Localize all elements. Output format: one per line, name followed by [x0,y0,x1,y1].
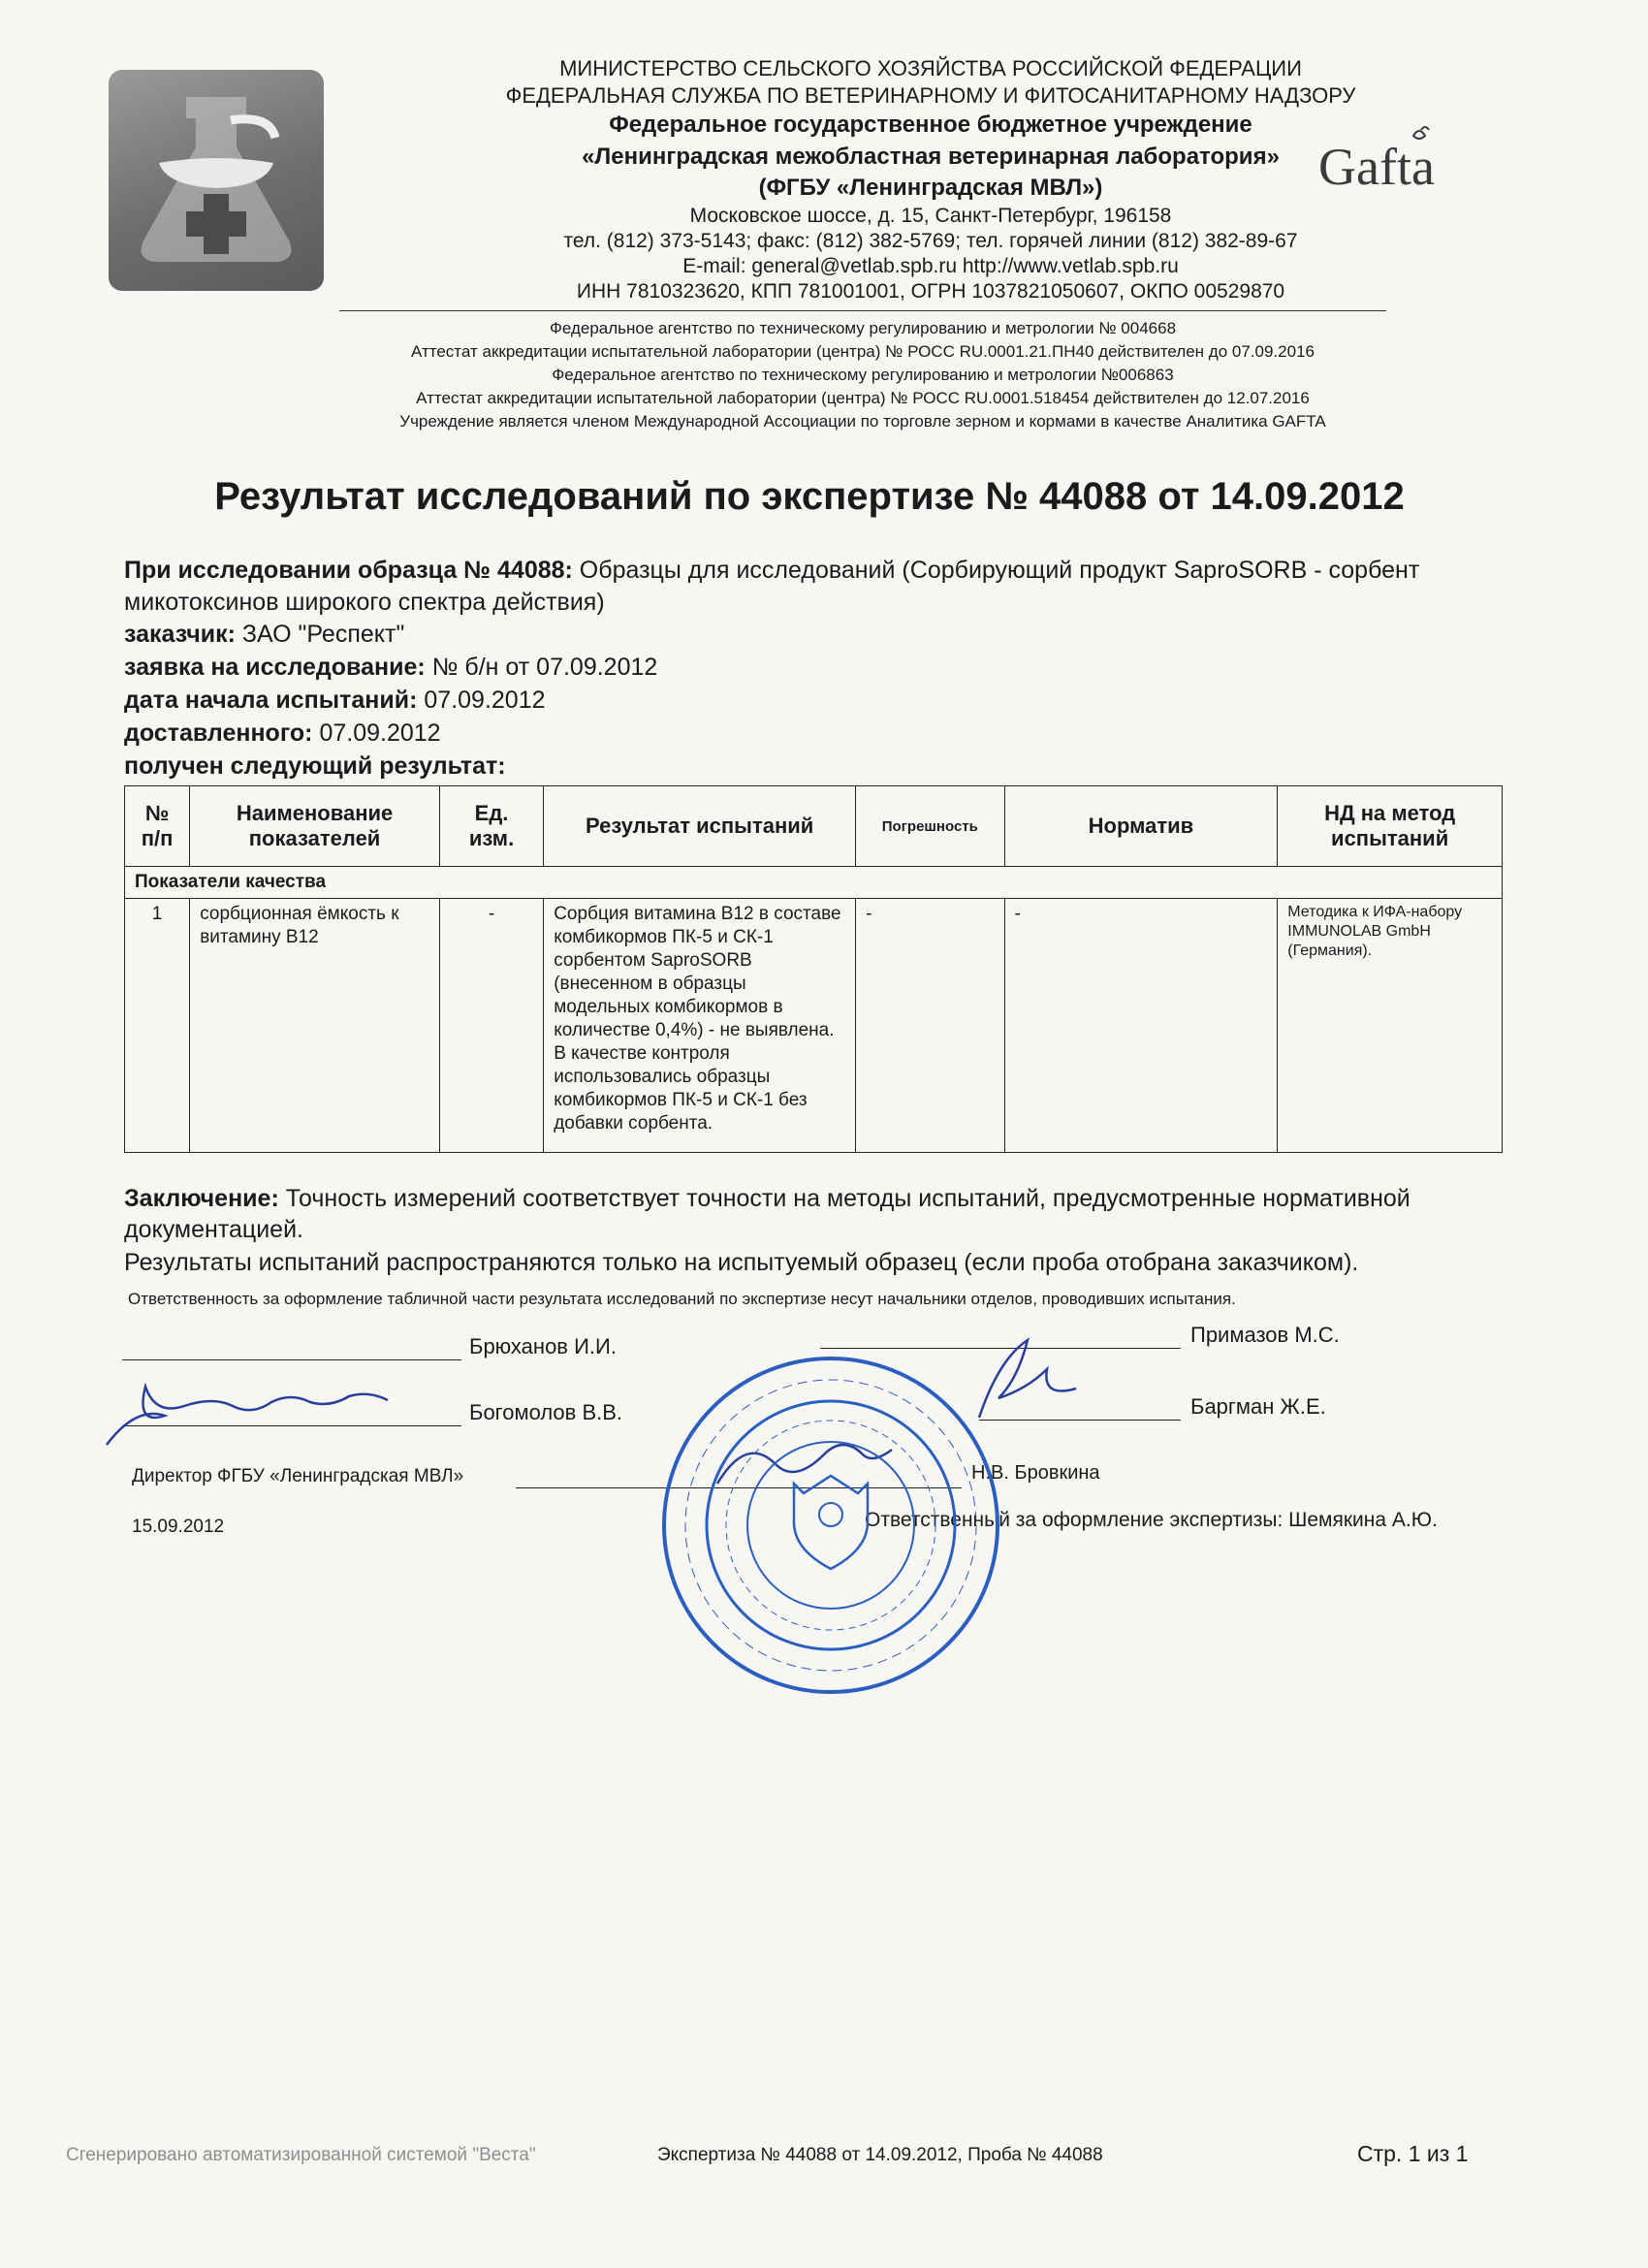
row-error: - [856,899,1004,1153]
institution-logo [109,70,324,291]
conclusion-scope: Результаты испытаний распространяются только на испытуемый образец (если проба отобрана заказчиком). [124,1249,1359,1276]
row-method: Методика к ИФА-набору IMMUNOLAB GmbH (Германия). [1278,899,1503,1153]
director-label: Директор ФГБУ «Ленинградская МВЛ» [132,1466,464,1486]
table-row [125,899,1503,1153]
result-intro [124,751,1520,783]
results-table [124,785,1503,1153]
registration-codes: ИНН 7810323620, КПП 781001001, ОГРН 1037821050607, ОКПО 00529870 [576,280,1285,303]
sample-info [124,555,1520,619]
customer-value: ЗАО "Респект" [235,621,405,648]
institution-name: «Ленинградская межобластная ветеринарная лаборатория» [582,144,1280,170]
director-name: Н.В. Бровкина [971,1462,1100,1484]
footer-generated: Сгенерировано автоматизированной системой "Веста" [66,2145,536,2165]
accreditation-line-2: Аттестат аккредитации испытательной лаборатории (центра) № РОСС RU.0001.21.ПН40 действителен до 07.09.2016 [411,342,1315,361]
header-num: № п/п [125,786,190,867]
phones: тел. (812) 373-5143; факс: (812) 382-5769; тел. горячей линии (812) 382-89-67 [563,230,1298,252]
section-row [125,867,1503,899]
row-norm: - [1004,899,1278,1153]
accreditation-line-4: Аттестат аккредитации испытательной лаборатории (центра) № РОСС RU.0001.518454 действителен до 12.07.2016 [416,389,1310,407]
row-name: сорбционная ёмкость к витамину В12 [190,899,440,1153]
result-intro-label: получен следующий результат: [124,752,506,780]
gafta-logo-text: Gafta [1318,138,1435,196]
conclusion-text: Точность измерений соответствует точности на методы испытаний, предусмотренные нормативной документацией. [124,1185,1410,1243]
row-num: 1 [125,899,190,1153]
signatory-1: Брюханов И.И. [469,1334,617,1358]
handwritten-signature-1 [97,1377,475,1454]
responsible-person: Ответственный за оформление экспертизы: Шемякина А.Ю. [865,1509,1438,1531]
ministry-name: МИНИСТЕРСТВО СЕЛЬСКОГО ХОЗЯЙСТВА РОССИЙСКОЙ ФЕДЕРАЦИИ [559,56,1302,80]
delivered-value: 07.09.2012 [312,719,441,747]
request-info [124,652,1520,684]
institution-type: Федеральное государственное бюджетное учреждение [609,112,1252,138]
header-method: НД на метод испытаний [1278,786,1503,867]
accreditation-line-3: Федеральное агентство по техническому регулированию и метрологии №006863 [552,366,1174,384]
responsibility-note: Ответственность за оформление табличной части результата исследований по экспертизе несут начальники отделов, проводивших испытания. [128,1290,1236,1308]
institution-short-name: (ФГБУ «Ленинградская МВЛ») [758,175,1103,201]
address: Московское шоссе, д. 15, Санкт-Петербург, 196158 [689,205,1172,227]
gafta-logo [1316,124,1464,202]
page-number: Стр. 1 из 1 [1357,2141,1469,2166]
sample-label: При исследовании образца № 44088: [124,557,573,584]
request-label: заявка на исследование: [124,654,426,681]
signature-line-1 [122,1359,461,1360]
request-value: № б/н от 07.09.2012 [425,654,658,681]
official-stamp [655,1350,1006,1701]
email-web: E-mail: general@vetlab.spb.ru http://www.vetlab.spb.ru [682,255,1179,277]
row-result: Сорбция витамина В12 в составе комбикормов ПК-5 и СК-1 сорбентом SaproSORB (внесенном в образцы модельных комбикормов в количестве 0,4%) - не выявлена. В качестве контроля использовались образцы комбикормов ПК-5 и СК-1 без добавки сорбента. [544,899,856,1153]
customer-label: заказчик: [124,621,236,648]
table-header-row [125,786,1503,867]
start-date-label: дата начала испытаний: [124,687,418,714]
conclusion [124,1183,1520,1245]
document-title: Результат исследований по экспертизе № 44088 от 14.09.2012 [214,475,1405,518]
header-unit: Ед. изм. [439,786,543,867]
header-divider [339,310,1386,311]
start-date-value: 07.09.2012 [417,687,546,714]
signature-date: 15.09.2012 [132,1517,225,1537]
customer-info [124,619,1520,651]
footer-expertise: Экспертиза № 44088 от 14.09.2012, Проба № 44088 [657,2145,1103,2165]
accreditation-line-5: Учреждение является членом Международной Ассоциации по торговле зерном и кормами в качестве Аналитика GAFTA [399,412,1326,431]
delivered-label: доставленного: [124,719,313,747]
signatory-3: Богомолов В.В. [469,1400,623,1424]
signatory-2: Примазов М.С. [1190,1323,1340,1347]
conclusion-label: Заключение: [124,1185,279,1212]
signatory-4: Баргман Ж.Е. [1190,1394,1326,1419]
service-name: ФЕДЕРАЛЬНАЯ СЛУЖБА ПО ВЕТЕРИНАРНОМУ И ФИТОСАНИТАРНОМУ НАДЗОРУ [505,83,1356,108]
header-error: Погрешность [856,786,1004,867]
sample-value: Образцы для исследований (Сорбирующий продукт SaproSORB - сорбент микотоксинов широкого спектра действия) [124,557,1420,616]
delivered-info [124,718,1520,750]
row-unit: - [439,899,543,1153]
start-date-info [124,685,1520,717]
header-result: Результат испытаний [544,786,856,867]
section-title: Показатели качества [125,867,1503,899]
header-norm: Норматив [1004,786,1278,867]
accreditation-line-1: Федеральное агентство по техническому регулированию и метрологии № 004668 [549,319,1177,337]
header-name: Наименование показателей [190,786,440,867]
